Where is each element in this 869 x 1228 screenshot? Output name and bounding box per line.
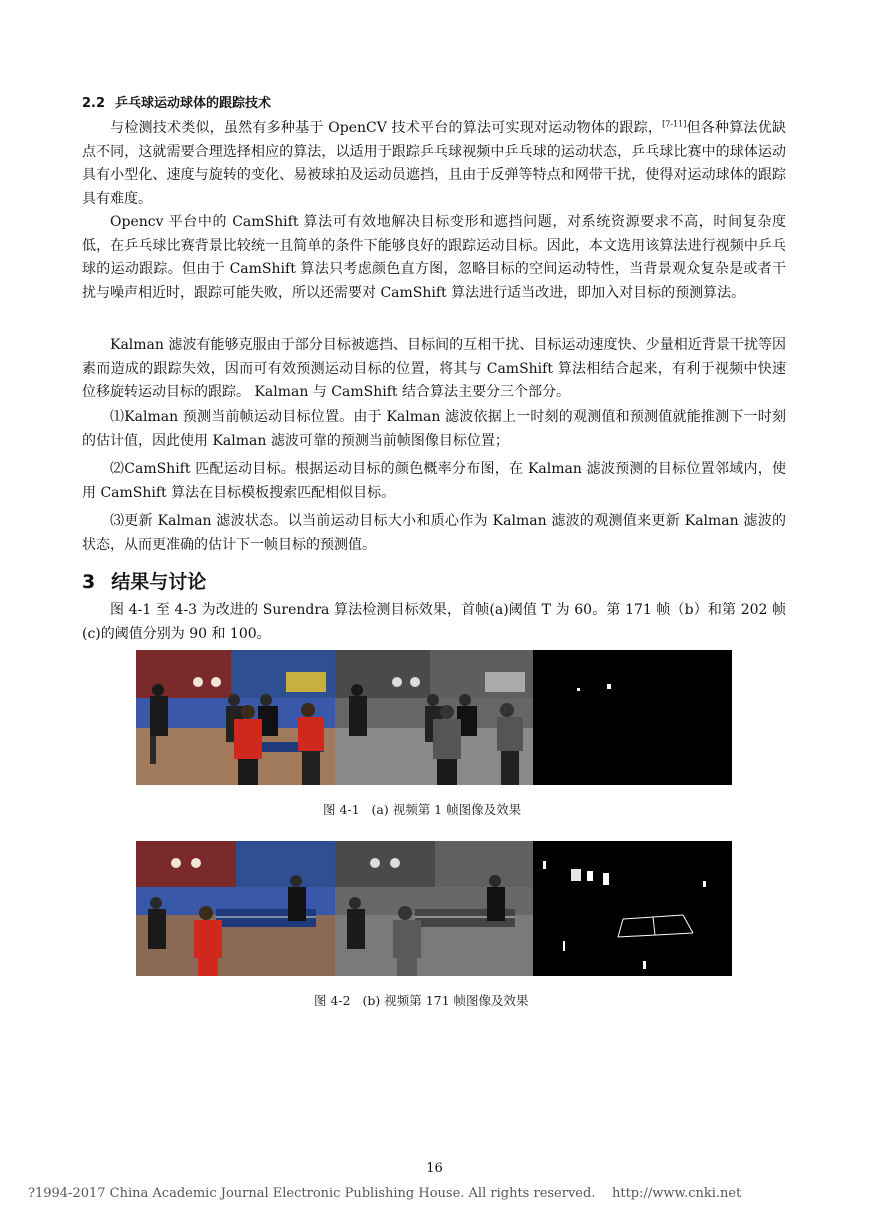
figure-panel-color-frame [136, 841, 335, 976]
figure-panel-detection-mask [533, 650, 732, 785]
paragraph-results: 图 4-1 至 4-3 为改进的 Surendra 算法检测目标效果，首帧(a)阈值 T 为 60。第 171 帧（b）和第 202 帧(c)的阈值分别为 90 和 100。 [82, 602, 786, 642]
figure-4-2 [136, 841, 732, 976]
grayscale-scene-image [335, 650, 534, 785]
grayscale-scene-image [335, 841, 534, 976]
figure-panel-detection-mask [533, 841, 732, 976]
paragraph-text: 但各种算法优缺点不同，这就需要合理选择相应的算法，以适用于跟踪乒乓球视频中乒乓球的运动状态，乒乓球比赛中的球体运动具有小型化、速度与旋转的变化、易被球拍及运动员遮挡，且由于反弹等特点和网带干扰，使得对运动球体的跟踪具有难度。 [82, 120, 787, 207]
binary-mask-image [533, 841, 732, 976]
section-heading-3 [82, 567, 206, 594]
table-tennis-scene-image [136, 650, 335, 785]
figure-panel-grayscale-frame [335, 841, 534, 976]
paragraph-step-2: ⑵CamShift 匹配运动目标。根据运动目标的颜色概率分布图，在 Kalman 滤波预测的目标位置邻域内，使用 CamShift 算法在目标模板搜索匹配相似目标。 [82, 461, 786, 501]
paragraph-step-1: ⑴Kalman 预测当前帧运动目标位置。由于 Kalman 滤波依据上一时刻的观测值和预测值就能推测下一时刻的估计值，因此使用 Kalman 滤波可靠的预测当前帧图像目标位置； [82, 409, 786, 449]
table-tennis-scene-image [136, 841, 335, 976]
figure-panel-grayscale-frame [335, 650, 534, 785]
paragraph-text: 与检测技术类似，虽然有多种基于 OpenCV 技术平台的算法可实现对运动物体的跟踪， [110, 120, 663, 136]
page-number: 16 [426, 1161, 443, 1176]
section-title: 乒乓球运动球体的跟踪技术 [115, 96, 272, 111]
section-heading-2-2 [82, 92, 271, 111]
section-title: 结果与讨论 [111, 571, 207, 593]
copyright-footer: ?1994-2017 China Academic Journal Electronic Publishing House. All rights reserved. http://www.cnki.net [28, 1186, 742, 1201]
paragraph-camshift: Opencv 平台中的 CamShift 算法可有效地解决目标变形和遮挡问题，对系统资源要求不高，时间复杂度低，在乒乓球比赛背景比较统一且简单的条件下能够良好的跟踪运动目标。因此，本文选用该算法进行视频中乒乓球的运动跟踪。但由于 CamShift 算法只考虑颜色直方图，忽略目标的空间运动特性，当背景观众复杂是或者干扰与噪声相近时，跟踪可能失败，所以还需要对 CamShift 算法进行适当改进，即加入对目标的预测算法。 [82, 214, 786, 301]
section-number: 3 [82, 571, 96, 593]
figure-4-1-caption: 图 4-1 (a) 视频第 1 帧图像及效果 [323, 802, 522, 817]
citation-ref: [7-11] [662, 119, 687, 129]
paragraph-tracking-intro [82, 117, 786, 211]
binary-mask-image [533, 650, 732, 785]
figure-4-2-caption: 图 4-2 (b) 视频第 171 帧图像及效果 [314, 993, 529, 1008]
figure-panel-color-frame [136, 650, 335, 785]
paragraph-step-3: ⑶更新 Kalman 滤波状态。以当前运动目标大小和质心作为 Kalman 滤波的观测值来更新 Kalman 滤波的状态，从而更准确的估计下一帧目标的预测值。 [82, 513, 786, 553]
paragraph-kalman: Kalman 滤波有能够克服由于部分目标被遮挡、目标间的互相干扰、目标运动速度快、少量相近背景干扰等因素而造成的跟踪失效，因而可有效预测运动目标的位置，将其与 CamShift 算法相结合起来，有利于视频中快速位移旋转运动目标的跟踪。 Kalman 与 CamShift 结合算法主要分三个部分。 [82, 337, 786, 400]
section-number: 2.2 [82, 96, 106, 111]
figure-4-1 [136, 650, 732, 785]
